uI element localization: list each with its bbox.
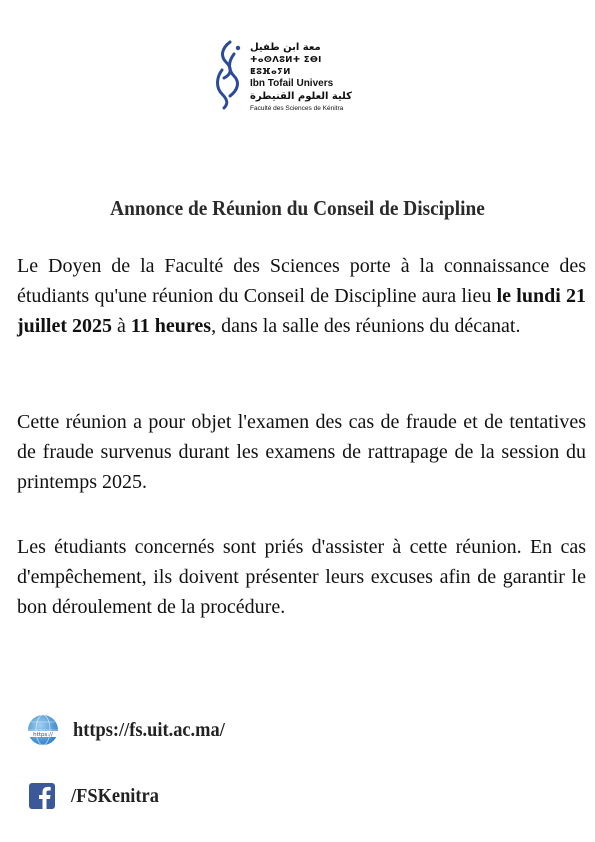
p1-text-a: Le Doyen de la Faculté des Sciences porte à la connaissance des étudiants qu'une réunion du Conseil de Discipline aura lieu xyxy=(17,255,586,307)
university-logo xyxy=(212,38,352,118)
page-title: Annonce de Réunion du Conseil de Discipline xyxy=(110,196,485,220)
globe-icon-text: https:// xyxy=(33,732,53,738)
p1-text-b: à xyxy=(112,315,131,337)
facebook-page-link[interactable]: /FSKenitra xyxy=(71,784,159,807)
logo-faculty-name: Faculté des Sciences de Kénitra xyxy=(250,105,344,112)
announcement-paragraph-3: Les étudiants concernés sont priés d'assister à cette réunion. En cas d'empêchement, ils doivent présenter leurs excuses afin de garantir le bon déroulement de la procédure. xyxy=(17,536,586,618)
announcement-paragraph-2: Cette réunion a pour objet l'examen des cas de fraude et de tentatives de fraude survenus durant les examens de rattrapage de la session du printemps 2025. xyxy=(17,411,586,493)
globe-icon xyxy=(27,714,59,746)
p1-date: le lundi 21 juillet 2025 xyxy=(17,285,586,337)
p1-text-c: , dans la salle des réunions du décanat. xyxy=(211,315,521,337)
university-emblem-icon xyxy=(212,40,246,110)
announcement-paragraph-1 xyxy=(17,251,586,341)
p1-time: 11 heures xyxy=(130,315,212,337)
logo-tifinagh-university: ⵜⴰⵙⴷⵓⵍⵜ ⵉⴱⵏ ⵟⵓⴼⴰⵢⵍ xyxy=(250,55,322,77)
website-link-row[interactable] xyxy=(27,714,238,746)
logo-arabic-faculty: كلية العلوم القنيطرة xyxy=(250,91,352,102)
logo-arabic-university: معة ابن طفيل xyxy=(250,42,321,53)
website-url-link[interactable]: https://fs.uit.ac.ma/ xyxy=(73,718,225,741)
facebook-icon xyxy=(29,783,55,809)
facebook-link-row[interactable] xyxy=(27,783,167,809)
logo-university-name: Ibn Tofail Univers xyxy=(250,78,334,89)
